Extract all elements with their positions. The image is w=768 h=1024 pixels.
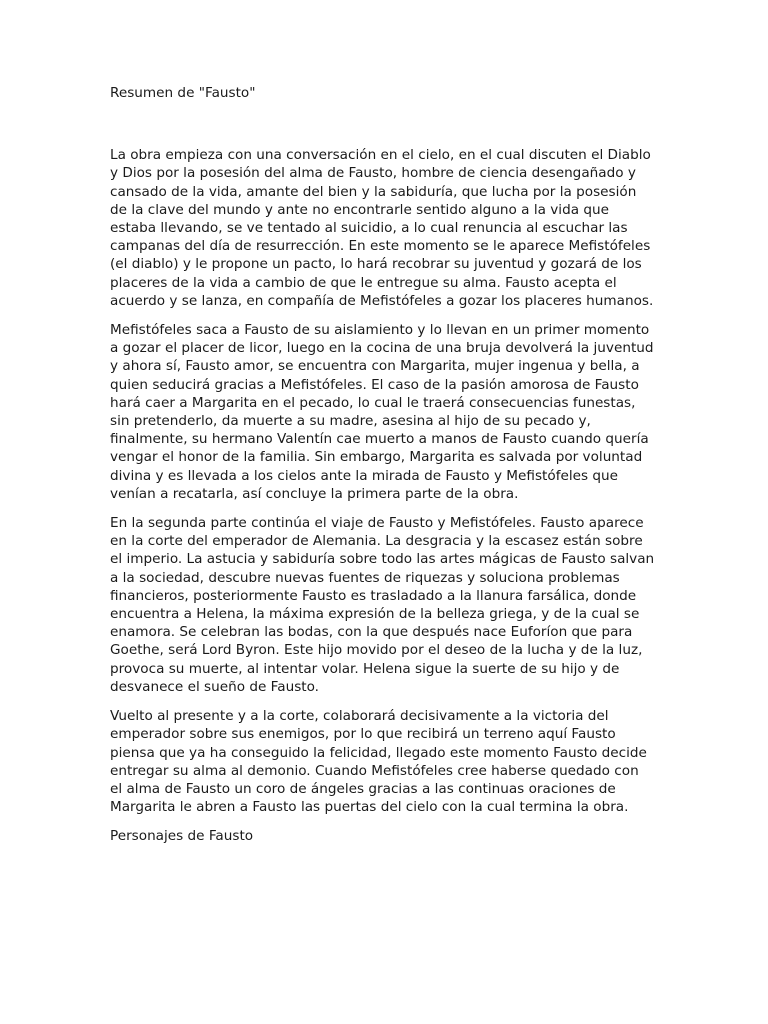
document-title: Resumen de "Fausto" xyxy=(110,85,256,101)
paragraph-second-part: En la segunda parte continúa el viaje de Fausto y Mefistófeles. Fausto aparece en la corte del emperador de Alemania. La desgracia y la escasez están sobre el imperio. La astucia y sabiduría sobre todo las artes mágicas de Fausto salvan a la sociedad, descubre nuevas fuentes de riquezas y soluciona problemas financieros, posteriormente Fausto es trasladado a la llanura farsálica, donde encuentra a Helena, la máxima expresión de la belleza griega, y de la cual se enamora. Se celebran las bodas, con la que después nace Euforíon que para Goethe, será Lord Byron. Este hijo movido por el deseo de la lucha y de la luz, provoca su muerte, al intentar volar. Helena sigue la suerte de su hijo y de desvanece el sueño de Fausto. xyxy=(110,515,655,695)
paragraph-ending: Vuelto al presente y a la corte, colaborará decisivamente a la victoria del emperador sobre sus enemigos, por lo que recibirá un terreno aquí Fausto piensa que ya ha conseguido la felicidad, llegado este momento Fausto decide entregar su alma al demonio. Cuando Mefistófeles cree haberse quedado con el alma de Fausto un coro de ángeles gracias a las continuas oraciones de Margarita le abren a Fausto las puertas del cielo con la cual termina la obra. xyxy=(110,708,647,816)
paragraph-intro: La obra empieza con una conversación en el cielo, en el cual discuten el Diablo y Dios por la posesión del alma de Fausto, hombre de ciencia desengañado y cansado de la vida, amante del bien y la sabiduría, que lucha por la posesión de la clave del mundo y ante no encontrarle sentido alguno a la vida que estaba llevando, se ve tentado al suicidio, a lo cual renuncia al escuchar las campanas del día de resurrección. En este momento se le aparece Mefistófeles (el diablo) y le propone un pacto, lo hará recobrar su juventud y gozará de los placeres de la vida a cambio de que le entregue su alma. Fausto acepta el acuerdo y se lanza, en compañía de Mefistófeles a gozar los placeres humanos. xyxy=(110,147,654,309)
section-heading-characters: Personajes de Fausto xyxy=(110,828,254,845)
document-body xyxy=(110,84,655,846)
paragraph-first-part: Mefistófeles saca a Fausto de su aislamiento y lo llevan en un primer momento a gozar el placer de licor, luego en la cocina de una bruja devolverá la juventud y ahora sí, Fausto amor, se encuentra con Margarita, mujer ingenua y bella, a quien seducirá gracias a Mefistófeles. El caso de la pasión amorosa de Fausto hará caer a Margarita en el pecado, lo cual le traerá consecuencias funestas, sin pretenderlo, da muerte a su madre, asesina al hijo de su pecado y, finalmente, su hermano Valentín cae muerto a manos de Fausto cuando quería vengar el honor de la familia. Sin embargo, Margarita es salvada por voluntad divina y es llevada a los cielos ante la mirada de Fausto y Mefistófeles que venían a recatarla, así concluye la primera parte de la obra. xyxy=(110,322,654,502)
